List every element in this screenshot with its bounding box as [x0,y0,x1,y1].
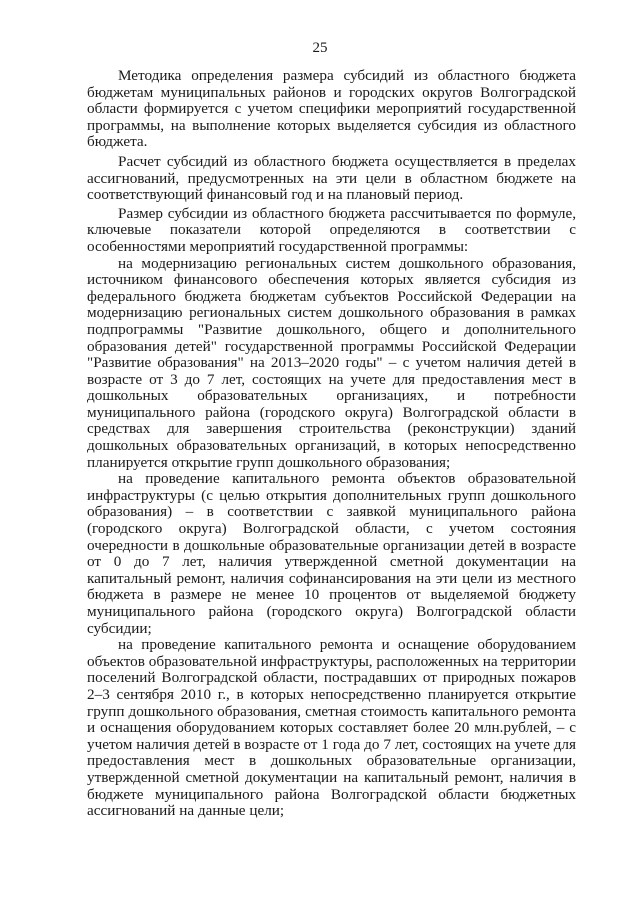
document-body [87,68,576,820]
paragraph-methodology: Методика определения размера субсидий из областного бюджета бюджетам муниципальных районов и городских округов Волгоградской области формируется с учетом специфики мероприятий государственной программы, на выполнение которых выделяется субсидия из областного бюджета. [87,67,576,151]
paragraph-calculation: Расчет субсидий из областного бюджета осуществляется в пределах ассигнований, предусмотренных на эти цели в областном бюджете на соответствующий финансовый год и на плановый период. [87,152,576,204]
paragraph-capital-repair: на проведение капитального ремонта объектов образовательной инфраструктуры (с целью открытия дополнительных групп дошкольного образования) – в соответствии с заявкой муниципального района (городского округа) Волгоградской области, с учетом состояния очередности в дошкольные образовательные организации детей в возрасте от 0 до 7 лет, наличия утвержденной сметной документации на капитальный ремонт, наличия софинансирования на эти цели из местного бюджета в размере не менее 10 процентов от выделяемой бюджету муниципального района (городского округа) Волгоградской области субсидии; [87,470,576,637]
page-number: 25 [312,40,328,56]
paragraph-fire-recovery: на проведение капитального ремонта и оснащение оборудованием объектов образовательной инфраструктуры, расположенных на территории поселений Волгоградской области, пострадавших от природных пожаров 2–3 сентября 2010 г., в которых непосредственно планируется открытие групп дошкольного образования, сметная стоимость капитального ремонта и оснащения оборудованием которых составляет более 20 млн.рублей, – с учетом наличия детей в возрасте от 1 года до 7 лет, состоящих на учете для предоставления мест в дошкольных образовательные организации, утвержденной сметной документации на капитальный ремонт, наличия в бюджете муниципального района Волгоградской области бюджетных ассигнований на данные цели; [87,636,576,820]
paragraph-modernization: на модернизацию региональных систем дошкольного образования, источником финансового обеспечения которых является субсидия из федерального бюджета бюджетам субъектов Российской Федерации на модернизацию региональных систем дошкольного образования в рамках подпрограммы "Развитие дошкольного, общего и дополнительного образования детей" государственной программы Российской Федерации "Развитие образования" на 2013–2020 годы" – с учетом наличия детей в возрасте от 3 до 7 лет, состоящих на учете для предоставления мест в дошкольных образовательных организациях, и потребности муниципального района (городского округа) Волгоградской области в средствах для завершения строительства (реконструкции) зданий дошкольных образовательных организаций, в которых непосредственно планируется открытие групп дошкольного образования; [87,254,576,471]
paragraph-formula: Размер субсидии из областного бюджета рассчитывается по формуле, ключевые показатели которой определяются в соответствии с особенностями мероприятий государственной программы: [87,204,576,255]
